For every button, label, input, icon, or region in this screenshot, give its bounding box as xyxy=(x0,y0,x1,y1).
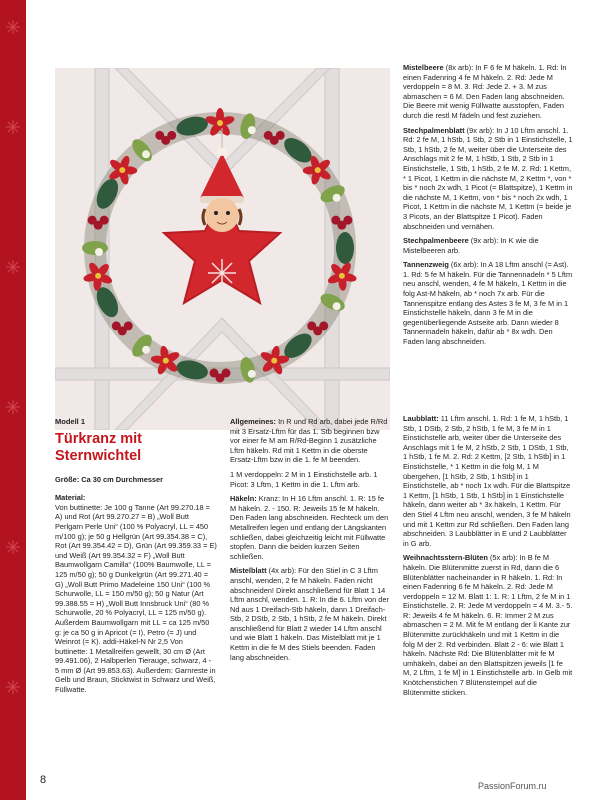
instruction-heading: Mistelbeere xyxy=(403,63,444,72)
holly-berry xyxy=(124,321,133,330)
instruction-text: (4x arb): Für den Stiel in C 3 Lftm anschl, wenden, 2 fe M häkeln. Faden nicht abschneiden! Direkt anschließend für Blatt 1 14 Lftm anschl, wenden. 1. R: In die 6. Lftm von der Nd aus 1 Dreifach-Stb häkeln, dann 1 Dreifach-Stb, 2 DStb, 2 Stb, 1 hStb, 2 fe M häkeln. Direkt anschließend für Blatt 2 wieder 14 Lftm anschl und wie Blatt 1 häkeln. Das Mistelblatt mit je 1 Kettm in die fe M des Stiels beenden. Faden lang abschneiden. xyxy=(230,566,389,662)
instruction-paragraph xyxy=(230,470,390,489)
holly-leaf xyxy=(336,232,354,264)
instruction-paragraph xyxy=(230,566,390,662)
instruction-text: (8x arb): In F 6 fe M häkeln. 1. Rd: In einen Fadenring 4 fe M häkeln. 2. Rd: Jede M verdoppeln = 8 M. 3. Rd: Jede 2. + 3. M zus abmaschen = 6 M. Den Faden lang abschneiden. Die Beere mit wenig Füllwatte ausstopfen, Faden durch die restl M fädeln und fest zuziehen. xyxy=(403,63,567,120)
mistletoe-berry xyxy=(142,346,150,354)
instruction-heading: Allgemeines: xyxy=(230,417,277,426)
instruction-text: (5x arb): In B fe M häkeln. Die Blütenmitte zuerst in Rd, dann die 6 Blütenblätter nacheinander in R häkeln. 1. Rd: In einen Fadenring 6 fe M häkeln. 2. Rd: Jede M verdoppeln = 12 M. Blatt 1: 1. R: 1 Lftm, 2 fe M in 1 Einstichstelle. 2. R: Jede M verdoppeln = 4 M. 3.- 5. R: Jeweils 4 fe M häkeln. 6. R: Immer 2 M zus abmaschen = 2 M. Mit fe M entlang der li Kante zur Blütenmitte zurückhäkeln und mit 1 Kettm in die folg M der 2. Rd verbinden. Blatt 2 - 6: wie Blatt 1 häkeln. Nächste Rd: Die Blütenblätter mit fe M umhäkeln, dabei an den Blattspitzen jeweils [1 fe M, 2 Lftm, 1 fe M] in 1 Einstichstelle arb. In Gelb mit Knötchenstichen 7 Blütenstempel auf die Blütenmitte sticken. xyxy=(403,553,573,697)
wreath-photo xyxy=(55,68,390,430)
instruction-paragraph xyxy=(230,417,390,465)
instruction-paragraph xyxy=(403,260,573,346)
holly-berry xyxy=(167,131,176,140)
mistletoe-berry xyxy=(142,150,150,158)
instructions-right-top xyxy=(403,63,573,352)
mistletoe-berry xyxy=(248,126,256,134)
holly-berry xyxy=(222,369,231,378)
instruction-paragraph xyxy=(403,414,573,548)
mistletoe-berry xyxy=(333,194,341,202)
holly-berry xyxy=(343,216,352,225)
poinsettia-center xyxy=(315,167,321,173)
instruction-paragraph xyxy=(230,494,390,561)
instructions-right-bottom xyxy=(403,414,573,702)
instruction-text: (9x arb): In J 10 Lftm anschl. 1. Rd: 2 fe M, 1 hStb, 1 Stb, 2 Stb in 1 Einstichstelle, 1 Stb, 1 hStb, 2 fe M, weiter über die Unterseite des Anschlags mit 2 fe M, 1 hStb, 1 Stb, 2 Stb in 1 Einstichstelle, 1 Stb, 1 hStb, 2 fe M. 2. Rd: 1 Kettm, * 1 Picot, 1 Kettm in die nächste M, 2 Kettm *, von * bis * noch 2x wdh, 1 Picot (= Blattspitze), 1 Kettm in die nächste M, 1 Kettm, von * bis * noch 2x wdh, 1 Picot, 1 Kettm in die nächste M, 1 Kettm (= beide je 3 Picots, an der Blattspitze 1 Picot). Faden abschneiden und vernähen. xyxy=(403,125,573,231)
model-column xyxy=(55,417,217,700)
instruction-heading: Laubblatt: xyxy=(403,414,439,423)
instruction-paragraph xyxy=(403,553,573,697)
instruction-paragraph xyxy=(403,63,573,121)
instruction-heading: Stechpalmenbeere xyxy=(403,236,469,246)
snowflake-pattern xyxy=(0,0,26,800)
poinsettia-center xyxy=(95,273,101,279)
model-label: Modell 1 xyxy=(55,417,86,426)
poinsettia-center xyxy=(163,358,169,364)
instruction-text: 1 M verdoppeln: 2 M in 1 Einstichstelle arb. 1 Picot: 3 Lftm, 1 Kettm in die 1. Lftm arb. xyxy=(230,469,378,489)
instruction-paragraph xyxy=(403,126,573,232)
material-heading: Material: xyxy=(55,493,86,503)
holly-berry xyxy=(100,216,109,225)
instruction-text: (6x arb): In A 18 Lftm anschl (= Ast). 1. Rd: 5 fe M häkeln. Für die Tannennadeln * 5 Lftm neu anschl, wenden, 4 fe M häkeln, 1 Kettm in die folg Ast-M häkeln, ab * noch 7x arb. Für die Tannenspitze entlang des Astes 3 fe M, 3 fe M in 1 Einstichstelle häkeln, dann 3 fe M in die gegenüberliegende Astseite arb. Dann wieder 8 Tannennadeln häkeln, dafür ab * 8x wdh. Den Faden lang abschneiden. xyxy=(403,260,573,347)
model-title: Türkranz mit Sternwichtel xyxy=(55,430,143,464)
material-text: Von buttinette: Je 100 g Tanne (Art 99.270.18 = A) und Rot (Art 99.270.27 = B) „Woll Butt Perlgarn Perle Uni“ (100 % Polyacryl, LL = 450 m/100 g); je 50 g Hellgrün (Art 99.354.38 = C), Rot (Art 99.354.42 = D), Grün (Art 99.359.33 = E) und Weiß (Art 99.354.32 = F) „Woll Butt Baumwollgarn Camilla“ (100% Baumwolle, LL = 125 m/50 g); 50 g Dunkelgrün (Art 99.271.40 = G) „Woll Butt Primo Madeleine 150 Uni“ (100 % Schurwolle, LL = 150 m/50 g); 50 g Natur (Art 99.388.55 = H) „Woll Butt Innsbruck Uni“ (80 % Schurwolle, 20 % Polyacryl, LL = 125 m/50 g). Außerdem Baumwollgarn mit LL = ca 125 m/50 g: je ca 50 g in Apricot (= I), Petro (= J) und Weinrot (= K). addi-Häkel-N Nr 2,5 Von buttinette: 1 Metallreifen gewellt, 30 cm Ø (Art 99.491.06), 2 Halbperlen Tierauge, schwarz, 4 - 5 mm Ø (Art 99.853.63). Außerdem: Garnreste in Gelb und Braun, Sticktwist in Schwarz und Weiß, Füllwatte. xyxy=(55,502,217,695)
instruction-text: 11 Lftm anschl. 1. Rd: 1 fe M, 1 hStb, 1 Stb, 1 DStb, 2 Stb, 2 hStb, 1 fe M, 3 fe M in 1 Einstichstelle arb, weiter über die Unterseite des Anschlags mit 1 fe M, 2 hStb, 2 Stb, 1 DStb, 1 Stb, 1 hStb, 1 fe M. 2. Rd: 2 Kettm, [2 Stb, 1 hStb] in 1 Einstichstelle, * 1 Kettm in die folg M, 1 M übergehen, [1 hStb, 2 Stb, 1 hStb] in 1 Einstichstelle, ab * noch 1x wdh. Für die Blattspitze 1 Kettm, [1 hStb, 1 Stb, 1 hStb] in 1 Einstichstelle häkeln, dann weiter ab * 3x häkeln, 1 Kettm. Für den Stiel 4 Lftm neu anschl, wenden, 3 fe M häkeln und mit 1 Kettm zur Rd schließen. Den Faden lang abschneiden. 3 Laubblätter in E und 2 Laubblätter in G arb. xyxy=(403,414,571,548)
mistletoe-berry xyxy=(333,302,341,310)
instruction-heading: Häkeln: xyxy=(230,494,257,504)
instruction-heading: Weihnachtsstern-Blüten xyxy=(403,553,488,563)
instruction-paragraph xyxy=(403,236,573,255)
instruction-heading: Tannenzweig xyxy=(403,260,449,270)
poinsettia-center xyxy=(119,167,125,173)
page-number: 8 xyxy=(40,774,47,786)
holly-berry xyxy=(319,321,328,330)
instruction-text: In R und Rd arb, dabei jede R/Rd mit 3 Ersatz-Lftm für das 1. Stb beginnen bzw vor einer fe M am R/Rd-Beginn 1 zusätzliche Lftm häkeln. Rd mit 1 Kettm in die oberste Ersatz-Lftm bzw in die 1. fe M beenden. xyxy=(230,417,388,465)
mistletoe-berry xyxy=(95,248,103,256)
instructions-middle xyxy=(230,417,390,667)
website-watermark: PassionForum.ru xyxy=(478,781,547,791)
size-text: Größe: Ca 30 cm Durchmesser xyxy=(55,474,164,484)
instruction-text: Kranz: In H 16 Lftm anschl. 1. R: 15 fe M häkeln. 2. - 150. R: Jeweils 15 fe M häkeln. Den Faden lang abschneiden. Rechteck um den Metallreifen legen und entlang der Längskanten schließen, dabei gleichzeitig leicht mit Füllwatte stopfen. Dann die beiden kurzen Seiten schließen. xyxy=(230,494,389,561)
poinsettia-center xyxy=(217,120,223,126)
decorative-side-band xyxy=(0,0,26,800)
instruction-heading: Mistelblatt xyxy=(230,566,267,576)
instruction-heading: Stechpalmenblatt xyxy=(403,125,465,135)
poinsettia-center xyxy=(339,273,345,279)
mistletoe-leaf xyxy=(82,241,108,255)
poinsettia-center xyxy=(271,358,277,364)
instruction-text: (9x arb): In K wie die Mistelbeeren arb. xyxy=(403,236,539,255)
holly-berry xyxy=(276,131,285,140)
mistletoe-berry xyxy=(248,370,256,378)
